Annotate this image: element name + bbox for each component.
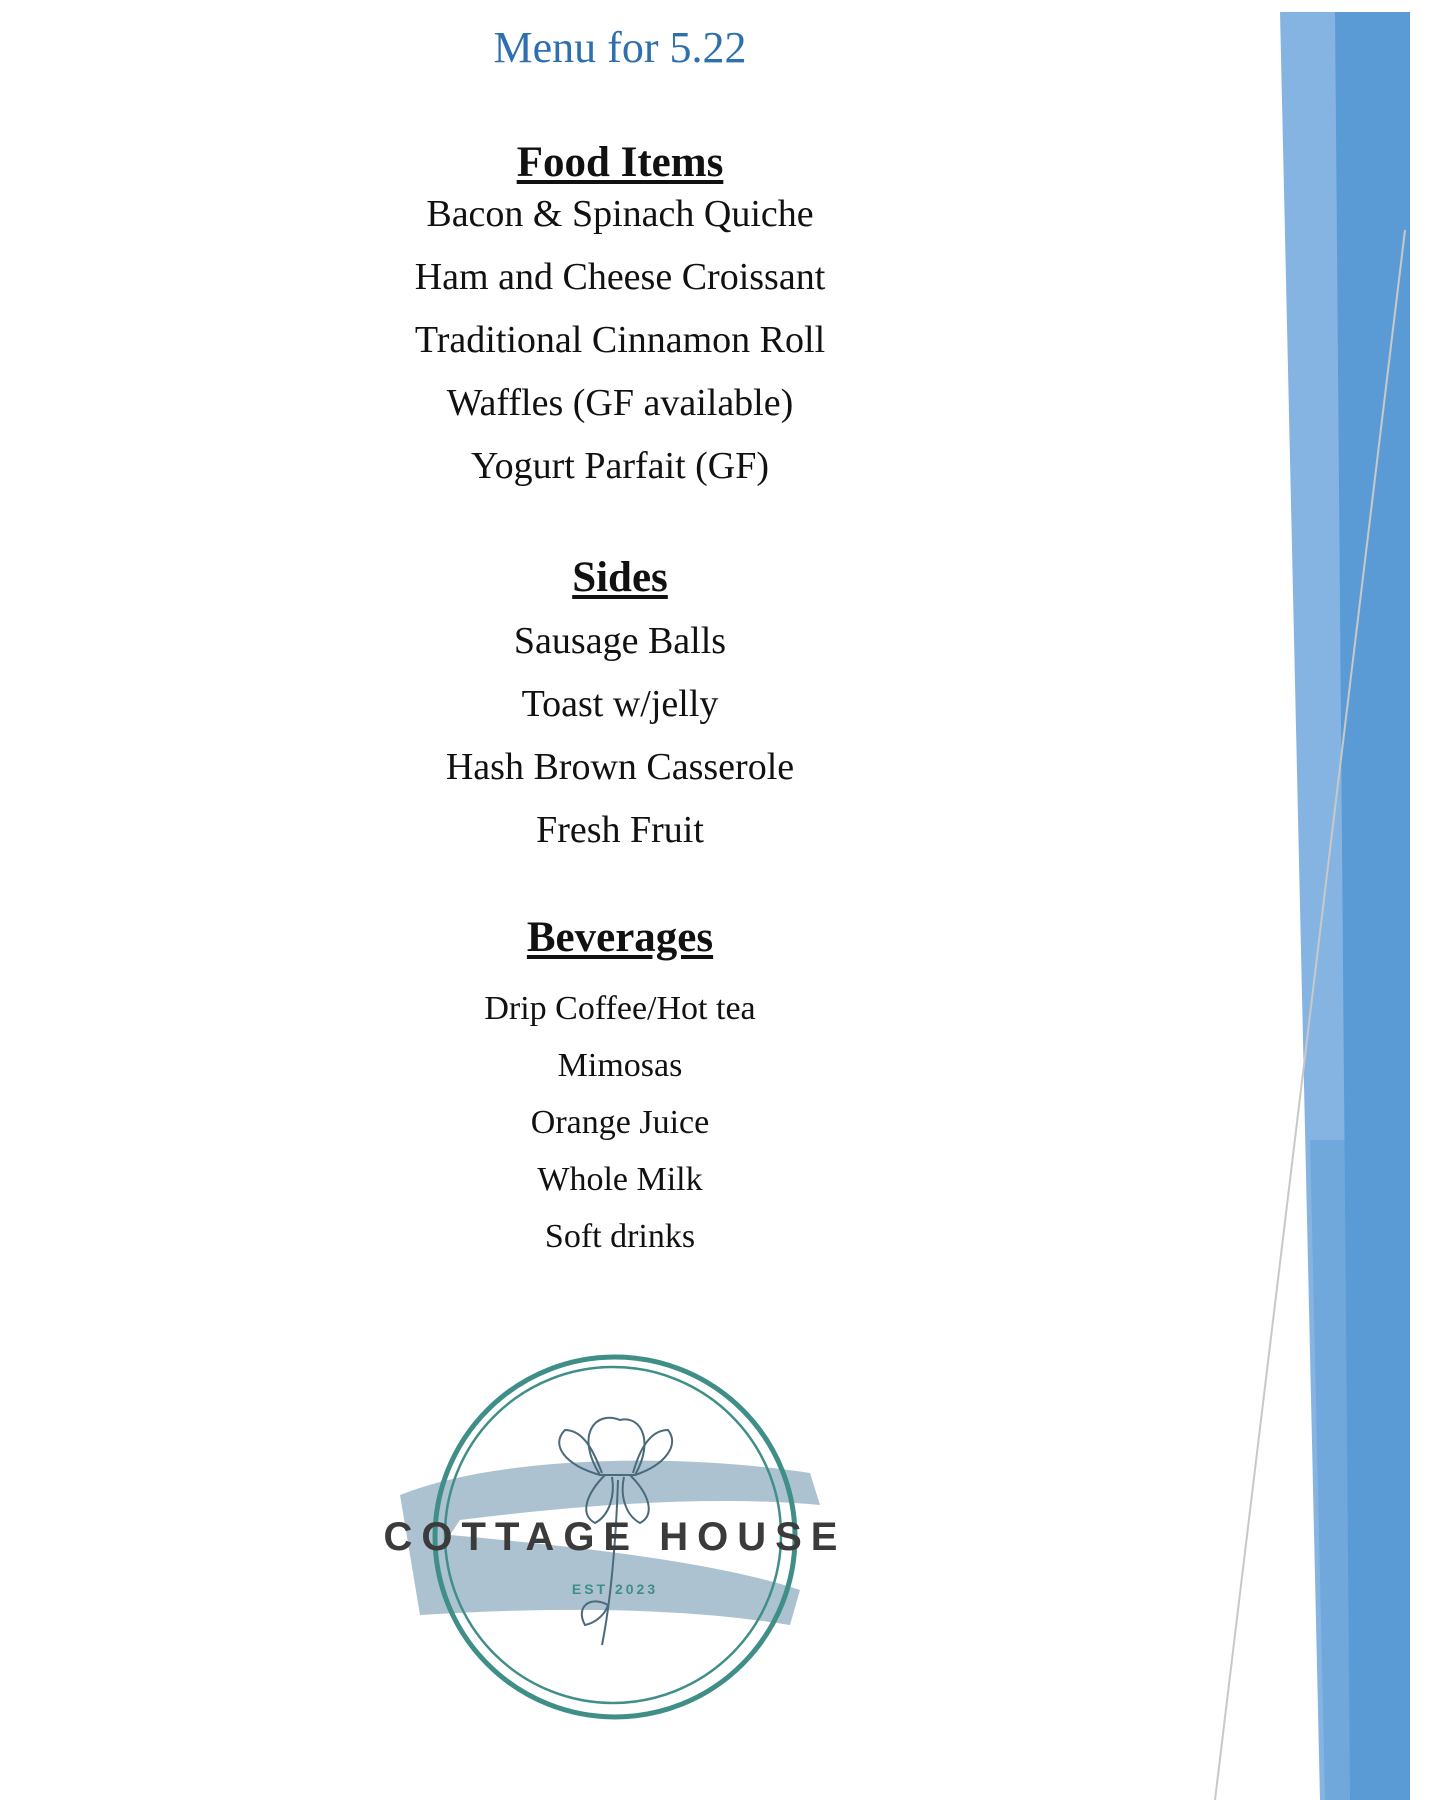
menu-item: Mimosas [557,1047,683,1084]
menu-item: Hash Brown Casserole [445,746,795,788]
menu-item: Sausage Balls [513,620,727,662]
logo-tagline: EST 2023 [571,1581,659,1597]
menu-item: Ham and Cheese Croissant [414,256,826,298]
menu-item: Waffles (GF available) [446,382,794,424]
menu-item: Bacon & Spinach Quiche [426,193,814,235]
logo-name: COTTAGE HOUSE [383,1515,847,1559]
decorative-side-bands [1180,0,1440,1800]
beverages-heading: Beverages [526,914,714,961]
beverages-section [0,913,1240,1265]
menu-item: Traditional Cinnamon Roll [414,319,826,361]
menu-item: Toast w/jelly [521,683,719,725]
food-items-section [0,138,1240,498]
food-items-heading: Food Items [516,139,724,186]
cottage-house-logo [380,1345,850,1725]
sides-section [0,553,1240,862]
menu-item: Whole Milk [537,1161,703,1198]
menu-item: Soft drinks [544,1218,696,1255]
menu-item: Fresh Fruit [536,809,704,851]
sides-heading: Sides [572,554,668,601]
menu-item: Orange Juice [530,1104,710,1141]
page-title: Menu for 5.22 [493,23,747,72]
menu-item: Yogurt Parfait (GF) [470,445,770,487]
menu-item: Drip Coffee/Hot tea [484,990,756,1027]
